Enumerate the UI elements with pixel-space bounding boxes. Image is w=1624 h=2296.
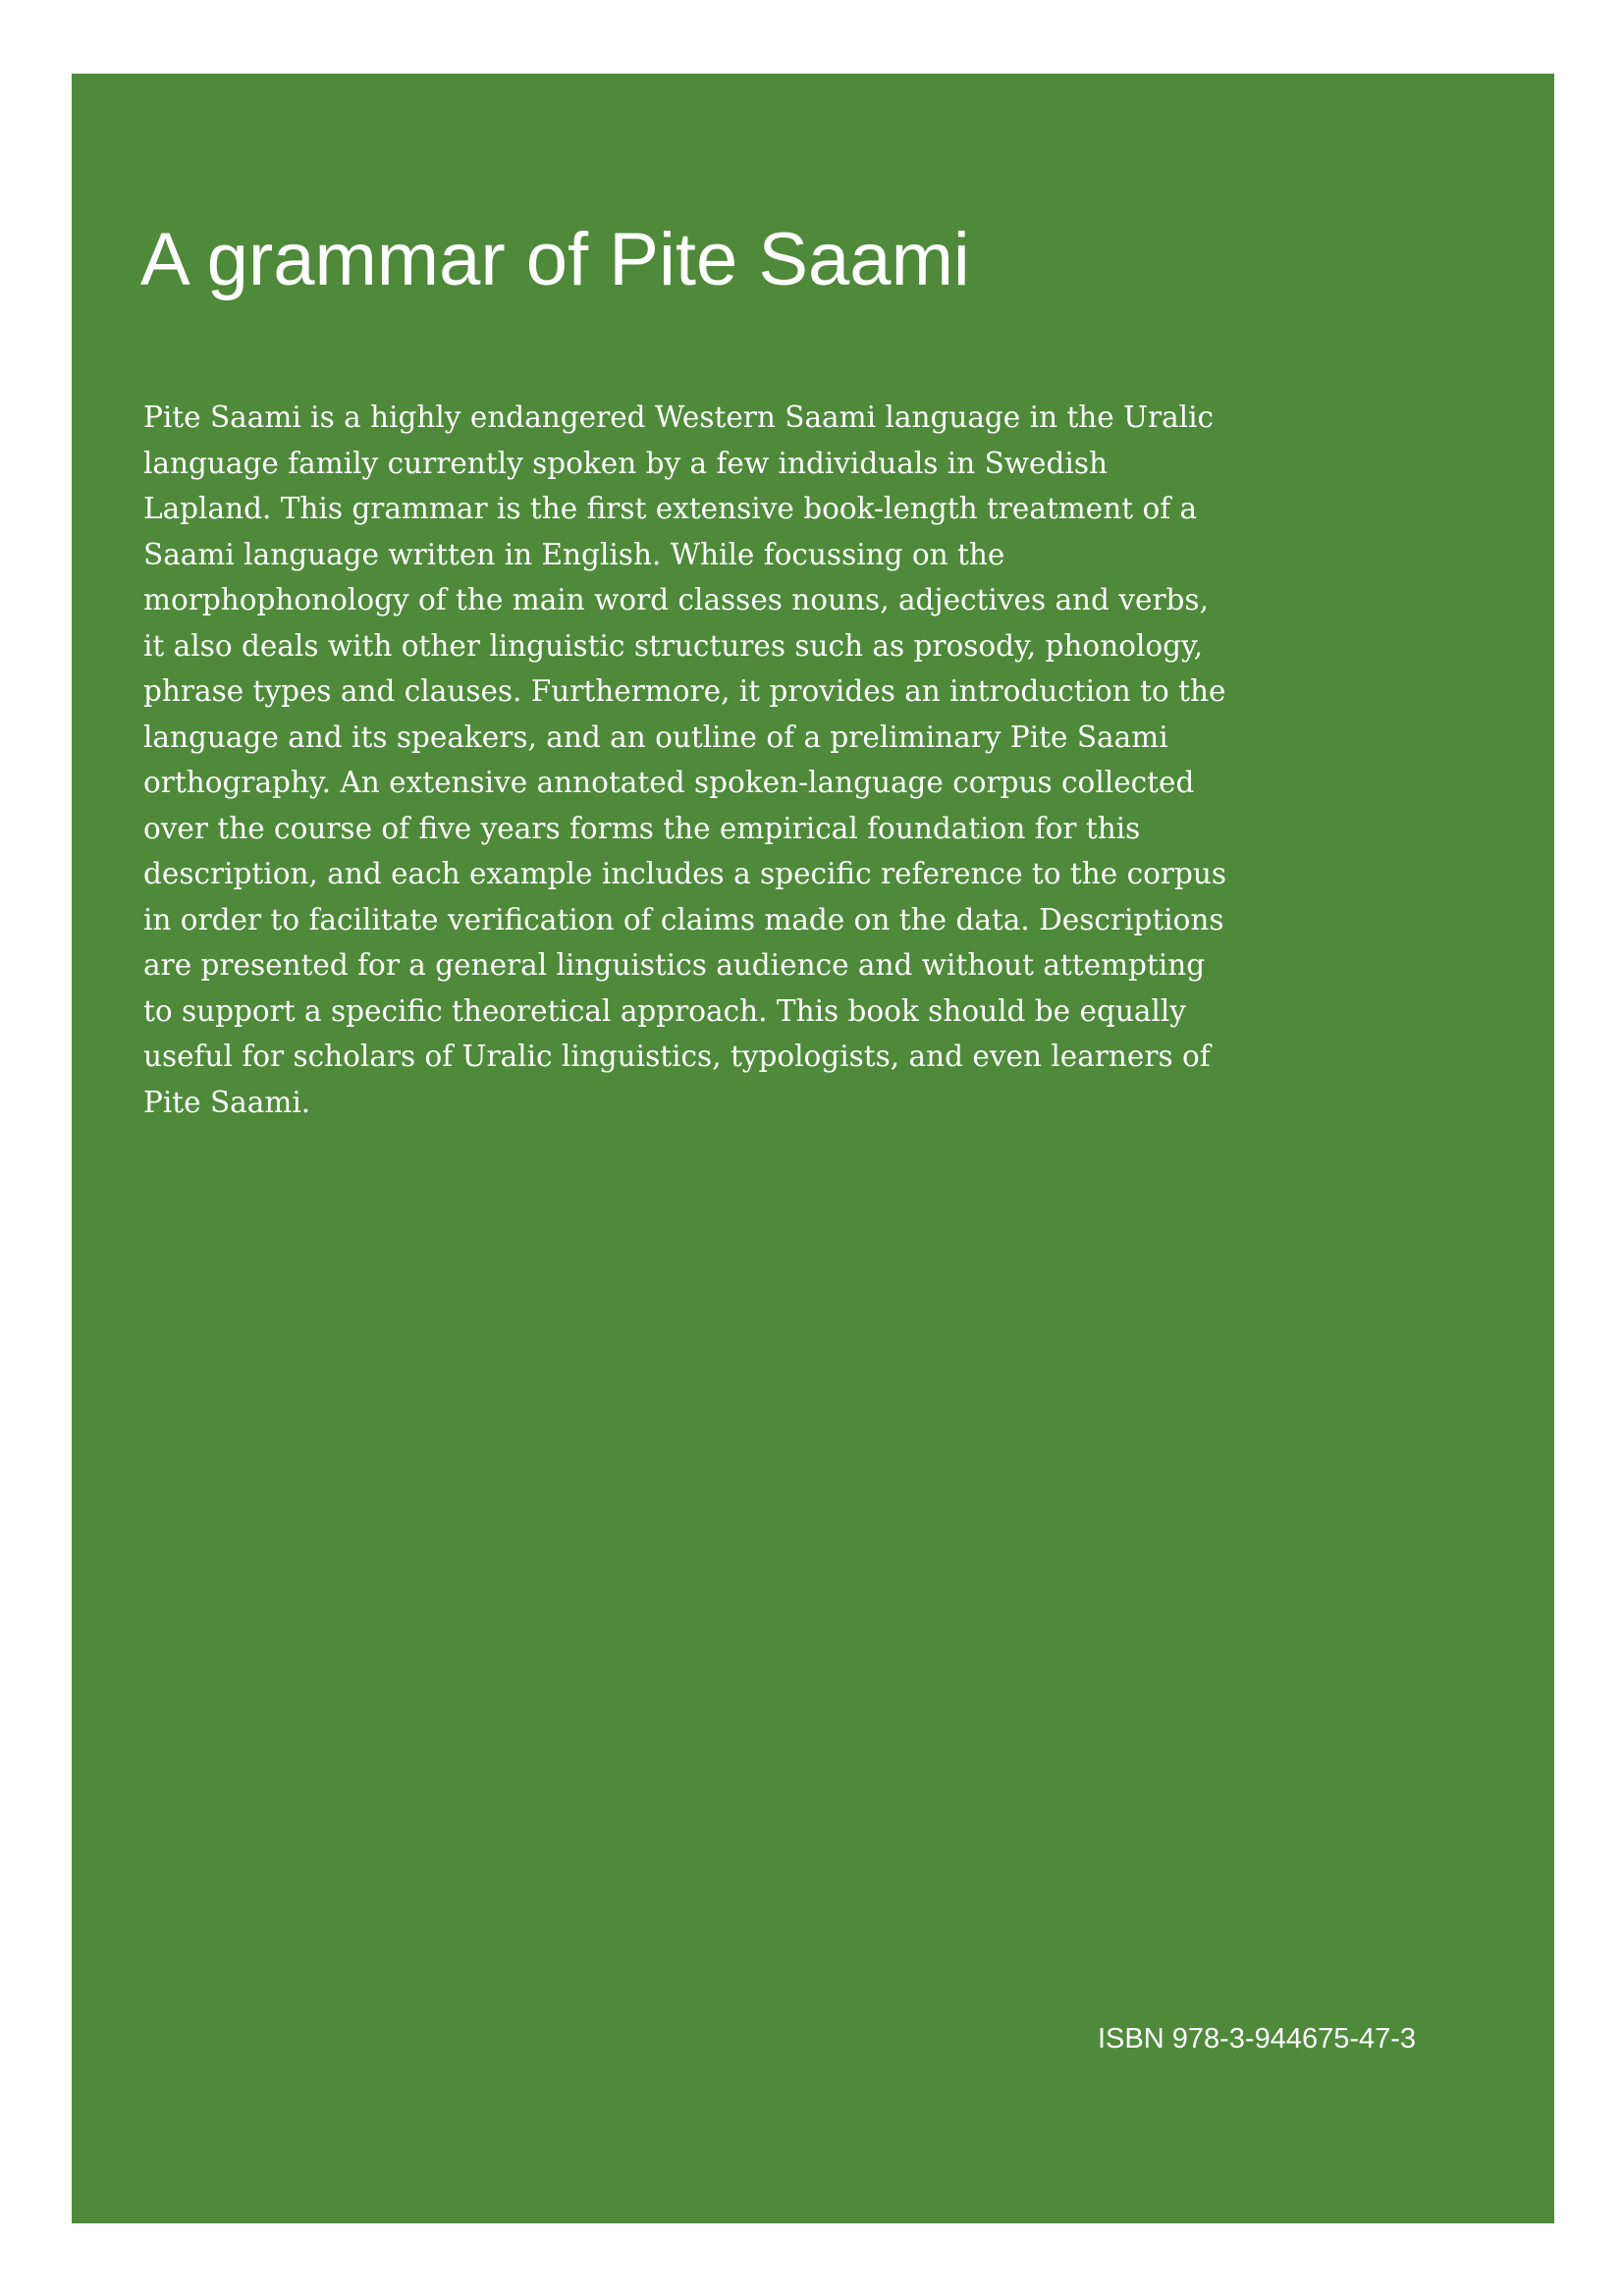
description-line: Lapland. This grammar is the first extensive book-length treatment of a [143,492,1198,525]
description-line: Pite Saami is a highly endangered Western Saami language in the Uralic [143,400,1215,434]
isbn-number: ISBN 978-3-944675-47-3 [1098,2023,1417,2055]
description-line: it also deals with other linguistic structures such as prosody, phonology, [143,628,1204,663]
description-line: to support a specific theoretical approach. This book should be equally [143,993,1186,1028]
description-line: phrase types and clauses. Furthermore, it provides an introduction to the [143,674,1226,708]
book-description [143,395,1322,1125]
description-line: over the course of five years forms the empirical foundation for this [143,811,1141,845]
description-line: description, and each example includes a specific reference to the corpus [143,857,1226,890]
description-line: Saami language written in English. While focussing on the [143,537,1005,571]
description-line: morphophonology of the main word classes nouns, adjectives and verbs, [143,583,1209,616]
description-line: language family currently spoken by a few individuals in Swedish [143,446,1108,480]
description-line: language and its speakers, and an outline of a preliminary Pite Saami [143,720,1168,754]
description-line: orthography. An extensive annotated spoken-language corpus collected [143,766,1195,799]
book-title: A grammar of Pite Saami [140,218,970,301]
cover-panel [72,74,1554,2223]
description-line: are presented for a general linguistics audience and without attempting [143,948,1206,982]
description-line: useful for scholars of Uralic linguistics, typologists, and even learners of [143,1040,1211,1073]
description-line: in order to facilitate verification of claims made on the data. Descriptions [143,902,1224,936]
description-line: Pite Saami. [143,1085,311,1119]
